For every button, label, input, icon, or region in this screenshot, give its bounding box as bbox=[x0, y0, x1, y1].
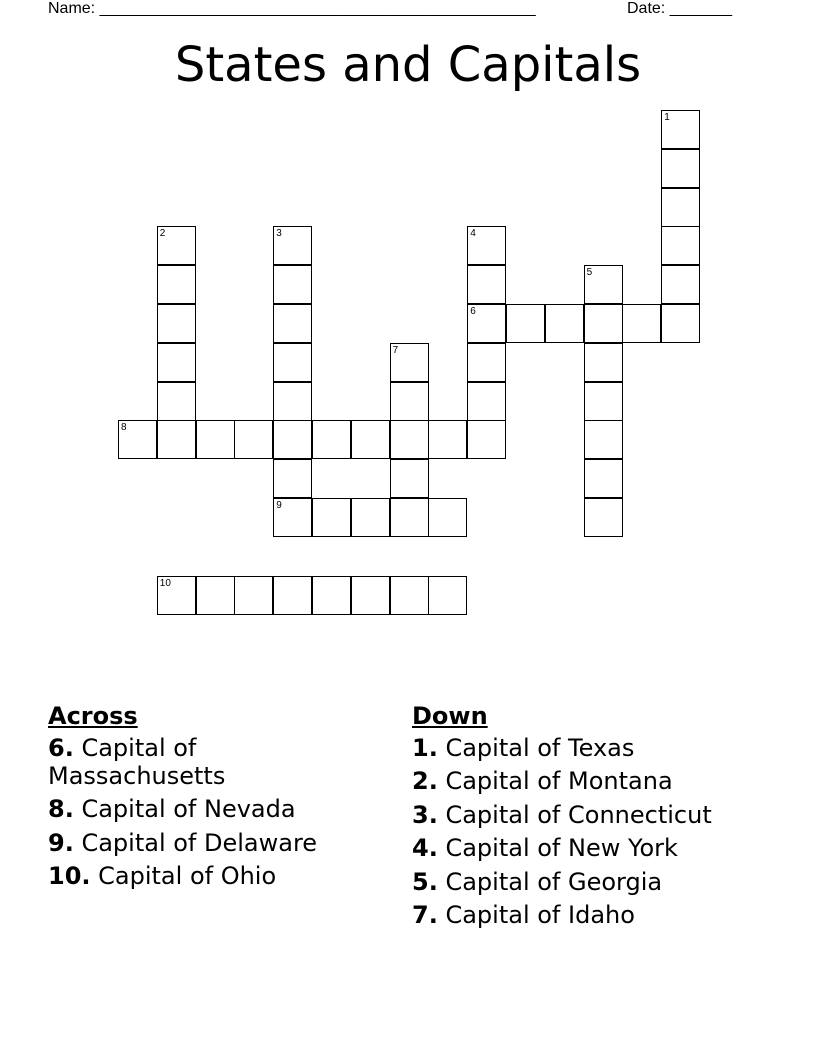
crossword-cell[interactable] bbox=[584, 459, 623, 498]
crossword-cell[interactable] bbox=[584, 304, 623, 343]
cell-number: 10 bbox=[159, 577, 171, 589]
cell-number: 7 bbox=[392, 344, 399, 356]
clue-number: 7. bbox=[412, 901, 438, 929]
crossword-cell[interactable] bbox=[545, 304, 584, 343]
across-clue-list bbox=[48, 734, 378, 891]
clue-item bbox=[412, 734, 802, 762]
crossword-cell[interactable] bbox=[467, 304, 506, 343]
clue-text: Capital of Idaho bbox=[445, 901, 635, 929]
name-field[interactable]: Name: _________________________________________________ bbox=[48, 0, 536, 17]
crossword-cell[interactable] bbox=[157, 343, 196, 382]
crossword-cell[interactable] bbox=[584, 498, 623, 537]
cell-number: 9 bbox=[276, 500, 282, 511]
crossword-cell[interactable] bbox=[467, 265, 506, 304]
crossword-cell[interactable] bbox=[273, 498, 312, 537]
crossword-cell[interactable] bbox=[661, 110, 700, 149]
crossword-cell[interactable] bbox=[157, 304, 196, 343]
clue-item bbox=[48, 829, 378, 857]
clue-number: 3. bbox=[412, 800, 438, 829]
down-heading: Down bbox=[412, 702, 488, 730]
cell-number: 3 bbox=[276, 228, 282, 240]
cell-number: 8 bbox=[121, 422, 127, 434]
crossword-cell[interactable] bbox=[467, 420, 506, 459]
crossword-cell[interactable] bbox=[273, 265, 312, 304]
clue-number: 10. bbox=[48, 862, 91, 890]
crossword-cell[interactable] bbox=[118, 420, 157, 459]
crossword-cell[interactable] bbox=[584, 382, 623, 421]
crossword-cell[interactable] bbox=[351, 420, 390, 459]
clue-number: 2. bbox=[412, 767, 438, 795]
crossword-cell[interactable] bbox=[157, 265, 196, 304]
crossword-cell[interactable] bbox=[312, 420, 351, 459]
crossword-cell[interactable] bbox=[390, 498, 429, 537]
clue-text: Capital of Texas bbox=[445, 733, 635, 762]
crossword-cell[interactable] bbox=[390, 382, 429, 421]
crossword-cell[interactable] bbox=[196, 576, 235, 615]
crossword-cell[interactable] bbox=[390, 343, 429, 382]
crossword-cell[interactable] bbox=[273, 459, 312, 498]
crossword-cell[interactable] bbox=[661, 265, 700, 304]
date-field[interactable]: Date: _______ bbox=[627, 0, 732, 17]
cell-number: 1 bbox=[664, 112, 670, 123]
clue-item bbox=[412, 901, 802, 929]
clue-number: 9. bbox=[48, 828, 74, 857]
crossword-cell[interactable] bbox=[584, 265, 623, 304]
down-clue-list bbox=[412, 734, 802, 930]
cell-number: 4 bbox=[470, 228, 476, 240]
crossword-cell[interactable] bbox=[661, 188, 700, 227]
clue-text: Capital of Massachusetts bbox=[48, 733, 226, 790]
cell-number: 5 bbox=[586, 267, 593, 279]
crossword-cell[interactable] bbox=[467, 226, 506, 265]
clue-item bbox=[412, 834, 802, 862]
clue-item bbox=[48, 734, 378, 790]
clue-item bbox=[412, 801, 802, 829]
crossword-cell[interactable] bbox=[273, 343, 312, 382]
crossword-cell[interactable] bbox=[661, 149, 700, 188]
crossword-cell[interactable] bbox=[390, 459, 429, 498]
page-title: States and Capitals bbox=[174, 37, 642, 93]
clue-number: 5. bbox=[412, 867, 438, 896]
crossword-cell[interactable] bbox=[506, 304, 545, 343]
crossword-cell[interactable] bbox=[312, 576, 351, 615]
clue-text: Capital of Ohio bbox=[98, 862, 277, 890]
clue-number: 8. bbox=[48, 795, 74, 823]
crossword-cell[interactable] bbox=[661, 304, 700, 343]
crossword-cell[interactable] bbox=[390, 420, 429, 459]
crossword-cell[interactable] bbox=[390, 576, 429, 615]
cell-number: 6 bbox=[470, 306, 476, 317]
crossword-cell[interactable] bbox=[467, 382, 506, 421]
crossword-cell[interactable] bbox=[351, 498, 390, 537]
across-heading: Across bbox=[48, 702, 138, 730]
crossword-cell[interactable] bbox=[157, 420, 196, 459]
crossword-cell[interactable] bbox=[428, 498, 467, 537]
crossword-cell[interactable] bbox=[312, 498, 351, 537]
clue-number: 4. bbox=[412, 834, 438, 862]
cell-number: 2 bbox=[159, 228, 166, 240]
clue-number: 6. bbox=[48, 733, 74, 762]
clue-text: Capital of Delaware bbox=[81, 828, 318, 857]
crossword-cell[interactable] bbox=[428, 420, 467, 459]
crossword-cell[interactable] bbox=[622, 304, 661, 343]
crossword-cell[interactable] bbox=[661, 226, 700, 265]
clue-item bbox=[48, 795, 378, 823]
clue-text: Capital of Nevada bbox=[81, 795, 296, 823]
clue-item bbox=[412, 868, 802, 896]
crossword-cell[interactable] bbox=[157, 382, 196, 421]
crossword-cell[interactable] bbox=[273, 304, 312, 343]
crossword-cell[interactable] bbox=[157, 226, 196, 265]
crossword-cell[interactable] bbox=[273, 226, 312, 265]
crossword-cell[interactable] bbox=[234, 576, 273, 615]
crossword-cell[interactable] bbox=[428, 576, 467, 615]
crossword-cell[interactable] bbox=[234, 420, 273, 459]
crossword-cell[interactable] bbox=[273, 576, 312, 615]
crossword-cell[interactable] bbox=[196, 420, 235, 459]
clue-text: Capital of New York bbox=[445, 834, 678, 862]
crossword-cell[interactable] bbox=[584, 420, 623, 459]
across-clues bbox=[48, 700, 378, 896]
crossword-cell[interactable] bbox=[273, 420, 312, 459]
crossword-cell[interactable] bbox=[157, 576, 196, 615]
clue-number: 1. bbox=[412, 733, 438, 762]
clue-text: Capital of Georgia bbox=[445, 867, 663, 896]
clue-text: Capital of Connecticut bbox=[445, 800, 712, 829]
crossword-cell[interactable] bbox=[467, 343, 506, 382]
crossword-cell[interactable] bbox=[351, 576, 390, 615]
down-clues bbox=[412, 700, 802, 935]
crossword-cell[interactable] bbox=[273, 382, 312, 421]
clue-item bbox=[412, 767, 802, 795]
crossword-cell[interactable] bbox=[584, 343, 623, 382]
clue-item bbox=[48, 862, 378, 890]
clue-text: Capital of Montana bbox=[445, 767, 673, 795]
